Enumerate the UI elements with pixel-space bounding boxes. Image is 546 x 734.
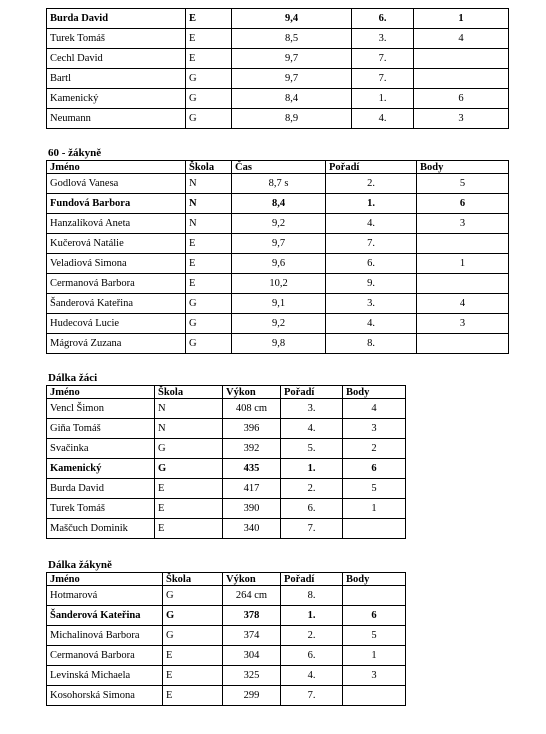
table-header-row [47,161,509,174]
points-cell: 2 [343,439,406,459]
place-cell: 6. [326,254,417,274]
name-cell: Hanzalíková Aneta [47,214,186,234]
header-time: Čas [232,161,326,174]
result-cell: 8,4 [232,194,326,214]
place-cell: 8. [281,586,343,606]
table-row [47,399,406,419]
result-cell: 9,7 [232,234,326,254]
place-cell: 1. [352,89,414,109]
place-cell: 3. [352,29,414,49]
name-cell: Kučerová Natálie [47,234,186,254]
place-cell: 4. [281,419,343,439]
table-row [47,626,406,646]
result-cell: 417 [223,479,281,499]
school-cell: G [186,294,232,314]
school-cell: G [163,606,223,626]
place-cell: 1. [281,606,343,626]
table-row [47,606,406,626]
name-cell: Kamenický [47,89,186,109]
table-row [47,479,406,499]
points-cell: 6 [417,194,509,214]
table-row [47,334,509,354]
result-cell: 10,2 [232,274,326,294]
school-cell: E [186,274,232,294]
place-cell: 7. [281,686,343,706]
place-cell: 6. [352,9,414,29]
points-cell: 4 [343,399,406,419]
result-cell: 392 [223,439,281,459]
points-cell [417,334,509,354]
points-cell: 3 [417,314,509,334]
points-cell [343,519,406,539]
school-cell: E [186,49,232,69]
header-place: Pořadí [281,573,343,586]
place-cell: 4. [326,214,417,234]
points-cell [343,586,406,606]
name-cell: Fundová Barbora [47,194,186,214]
results-table-girls-long-jump [46,572,406,706]
place-cell: 4. [352,109,414,129]
place-cell: 8. [326,334,417,354]
school-cell: G [155,439,223,459]
table-row [47,499,406,519]
place-cell: 7. [326,234,417,254]
table-row [47,294,509,314]
place-cell: 1. [326,194,417,214]
school-cell: N [155,419,223,439]
header-school: Škola [155,386,223,399]
table-row [47,89,509,109]
school-cell: N [186,214,232,234]
table-body [47,586,406,706]
points-cell: 4 [417,294,509,314]
points-cell: 1 [417,254,509,274]
table-row [47,234,509,254]
points-cell: 5 [417,174,509,194]
result-cell: 9,7 [232,49,352,69]
name-cell: Veladiová Simona [47,254,186,274]
points-cell [414,49,509,69]
table-header-row [47,386,406,399]
points-cell: 6 [414,89,509,109]
result-cell: 374 [223,626,281,646]
place-cell: 2. [326,174,417,194]
school-cell: E [163,686,223,706]
name-cell: Mágrová Zuzana [47,334,186,354]
name-cell: Michalinová Barbora [47,626,163,646]
results-table-boys-long-jump [46,385,406,539]
place-cell: 4. [326,314,417,334]
school-cell: G [163,626,223,646]
place-cell: 2. [281,626,343,646]
name-cell: Svačinka [47,439,155,459]
header-school: Škola [186,161,232,174]
place-cell: 4. [281,666,343,686]
name-cell: Kamenický [47,459,155,479]
name-cell: Giňa Tomáš [47,419,155,439]
place-cell: 7. [352,69,414,89]
result-cell: 9,6 [232,254,326,274]
name-cell: Burda David [47,479,155,499]
table-body [47,174,509,354]
school-cell: E [163,666,223,686]
place-cell: 2. [281,479,343,499]
points-cell [343,686,406,706]
table-row [47,274,509,294]
school-cell: E [186,29,232,49]
place-cell: 3. [326,294,417,314]
result-cell: 299 [223,686,281,706]
school-cell: N [155,399,223,419]
school-cell: G [186,334,232,354]
name-cell: Hotmarová [47,586,163,606]
table-body [47,399,406,539]
name-cell: Hudecová Lucie [47,314,186,334]
table-row [47,419,406,439]
table-row [47,666,406,686]
points-cell: 3 [343,419,406,439]
points-cell: 5 [343,626,406,646]
result-cell: 8,7 s [232,174,326,194]
section-title-60m-girls: 60 - žákyně [48,147,102,159]
name-cell: Cermanová Barbora [47,646,163,666]
header-result: Výkon [223,573,281,586]
school-cell: N [186,174,232,194]
name-cell: Burda David [47,9,186,29]
name-cell: Turek Tomáš [47,499,155,519]
place-cell: 5. [281,439,343,459]
header-school: Škola [163,573,223,586]
result-cell: 378 [223,606,281,626]
points-cell: 3 [417,214,509,234]
name-cell: Maščuch Dominik [47,519,155,539]
table-row [47,29,509,49]
section-title-long-jump-boys: Dálka žáci [48,372,98,384]
table-row [47,686,406,706]
school-cell: E [163,646,223,666]
place-cell: 7. [352,49,414,69]
points-cell [414,69,509,89]
points-cell: 3 [414,109,509,129]
header-points: Body [343,573,406,586]
name-cell: Cechl David [47,49,186,69]
school-cell: G [186,314,232,334]
name-cell: Bartl [47,69,186,89]
header-name: Jméno [47,573,163,586]
table-body [47,9,509,129]
points-cell [417,274,509,294]
place-cell: 6. [281,499,343,519]
place-cell: 3. [281,399,343,419]
points-cell: 1 [343,499,406,519]
place-cell: 6. [281,646,343,666]
result-cell: 9,2 [232,314,326,334]
result-cell: 340 [223,519,281,539]
header-name: Jméno [47,386,155,399]
table-row [47,9,509,29]
table-row [47,439,406,459]
result-cell: 390 [223,499,281,519]
result-cell: 435 [223,459,281,479]
header-name: Jméno [47,161,186,174]
result-cell: 8,9 [232,109,352,129]
result-cell: 9,1 [232,294,326,314]
name-cell: Cermanová Barbora [47,274,186,294]
points-cell: 5 [343,479,406,499]
result-cell: 9,2 [232,214,326,234]
table-row [47,646,406,666]
place-cell: 7. [281,519,343,539]
name-cell: Vencl Šimon [47,399,155,419]
name-cell: Šanderová Kateřina [47,294,186,314]
result-cell: 325 [223,666,281,686]
result-cell: 396 [223,419,281,439]
name-cell: Kosohorská Simona [47,686,163,706]
name-cell: Godlová Vanesa [47,174,186,194]
header-points: Body [417,161,509,174]
school-cell: E [155,479,223,499]
school-cell: E [155,519,223,539]
table-row [47,459,406,479]
results-table-boys-60m [46,8,509,129]
result-cell: 8,4 [232,89,352,109]
result-cell: 408 cm [223,399,281,419]
table-row [47,49,509,69]
results-table-girls-60m [46,160,509,354]
name-cell: Šanderová Kateřina [47,606,163,626]
table-row [47,174,509,194]
table-row [47,109,509,129]
table-row [47,214,509,234]
points-cell: 4 [414,29,509,49]
school-cell: G [186,69,232,89]
table-row [47,254,509,274]
header-place: Pořadí [326,161,417,174]
points-cell [417,234,509,254]
table-row [47,314,509,334]
school-cell: N [186,194,232,214]
school-cell: G [186,89,232,109]
name-cell: Neumann [47,109,186,129]
table-row [47,519,406,539]
school-cell: G [155,459,223,479]
points-cell: 1 [414,9,509,29]
school-cell: E [186,9,232,29]
result-cell: 9,4 [232,9,352,29]
section-title-long-jump-girls: Dálka žákyně [48,559,112,571]
name-cell: Levinská Michaela [47,666,163,686]
points-cell: 6 [343,606,406,626]
result-cell: 264 cm [223,586,281,606]
points-cell: 1 [343,646,406,666]
points-cell: 3 [343,666,406,686]
school-cell: E [155,499,223,519]
result-cell: 304 [223,646,281,666]
name-cell: Turek Tomáš [47,29,186,49]
place-cell: 1. [281,459,343,479]
table-header-row [47,573,406,586]
table-row [47,194,509,214]
school-cell: E [186,254,232,274]
points-cell: 6 [343,459,406,479]
place-cell: 9. [326,274,417,294]
result-cell: 9,7 [232,69,352,89]
school-cell: G [163,586,223,606]
table-row [47,69,509,89]
result-cell: 8,5 [232,29,352,49]
header-result: Výkon [223,386,281,399]
table-row [47,586,406,606]
header-points: Body [343,386,406,399]
header-place: Pořadí [281,386,343,399]
school-cell: G [186,109,232,129]
school-cell: E [186,234,232,254]
result-cell: 9,8 [232,334,326,354]
